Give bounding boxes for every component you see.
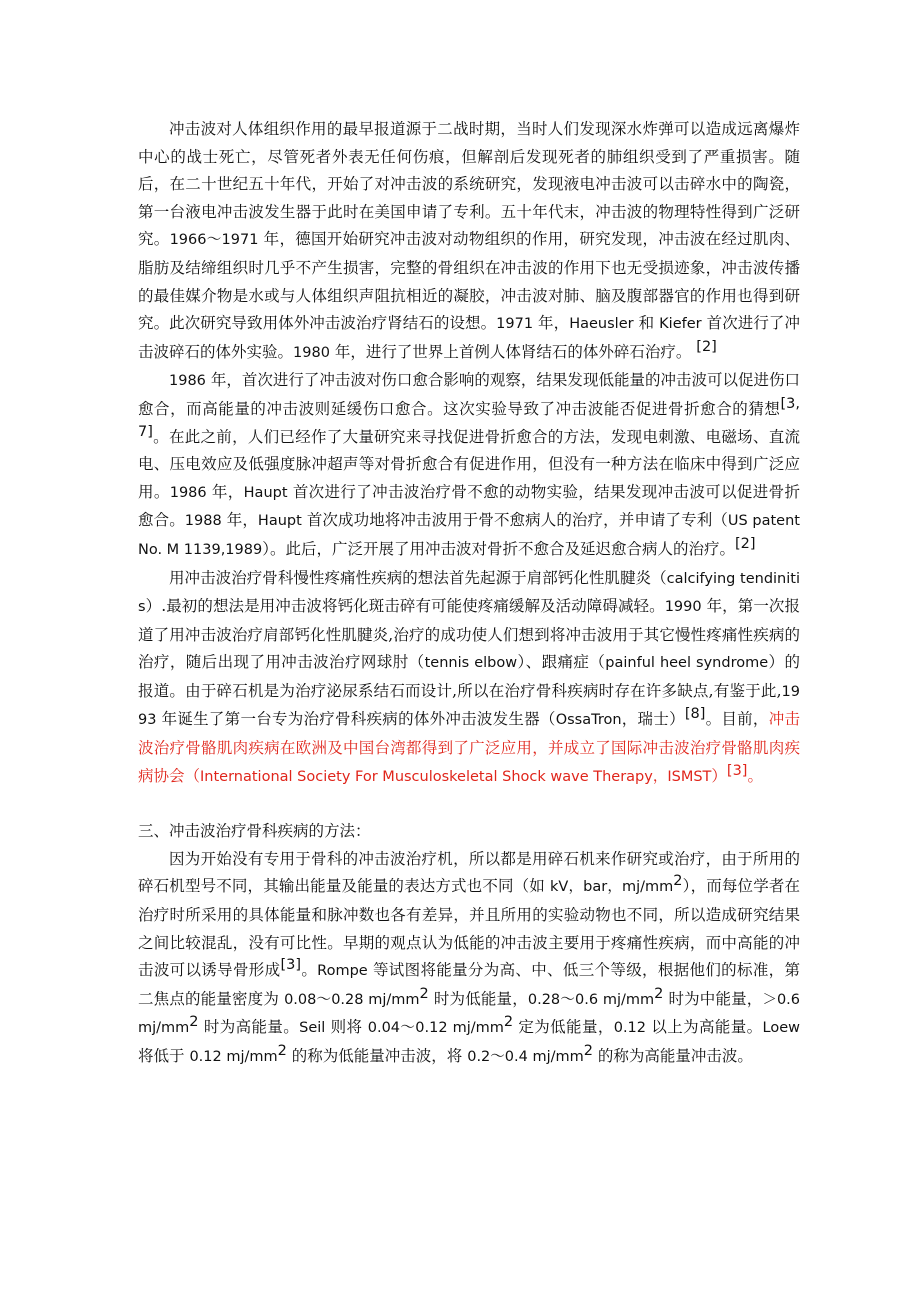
- citation-ref: [3]: [726, 762, 748, 779]
- text-run: ）。此后，广泛开展了用冲击波对骨折不愈合及延迟愈合病人的治疗。: [262, 539, 735, 558]
- text-run: 时为低能量，: [428, 989, 528, 1008]
- text-run: ）.最初的想法是用冲击波将钙化斑击碎有可能使疼痛缓解及活动障碍减轻。: [145, 597, 665, 616]
- citation-ref: [8]: [684, 706, 706, 723]
- superscript: 2: [503, 1014, 514, 1031]
- text-run: Rompe: [317, 963, 368, 980]
- text-run: 年诞生了第一台专为治疗骨科疾病的体外冲击波发生器（: [156, 710, 556, 729]
- text-run: calcifying tendinitis: [138, 570, 800, 616]
- text-run: Loew: [762, 1020, 800, 1037]
- text-run: 冲击波对人体组织作用的最早报道源于二战时期，当时人们发现深水炸弹可以造成远离爆炸中心的战士死亡，尽管死者外表无任何伤痕，但解剖后发现死者的肺组织受到了严重损害。随后，在二十世纪五十年代，开始了对冲击波的系统研究，发现液电冲击波可以击碎水中的陶瓷，第一台液电冲击波发生器于此时在美国申请了专利。五十年代末，冲击波的物理特性得到广泛研究。: [138, 120, 800, 249]
- text-run: ，瑞士）: [621, 710, 685, 729]
- superscript: 2: [583, 1042, 593, 1059]
- text-run: Seil: [299, 1020, 326, 1037]
- text-run: 1990: [664, 599, 702, 616]
- text-run: 0.12 mj/mm: [189, 1049, 278, 1065]
- highlighted-text: 冲击波治疗骨骼肌肉疾病在欧洲及中国台湾都得到了广泛应用，并成立了国际冲击波治疗骨骼肌肉疾病协会（: [138, 710, 800, 785]
- text-run: kV，bar，mj/mm: [550, 879, 674, 896]
- text-run: 0.04～0.12 mj/mm: [367, 1020, 504, 1037]
- text-run: 时为中能量，: [663, 989, 763, 1008]
- text-run: 首次进行了冲击波治疗骨不愈的动物实验，结果发现冲击波可以促进骨折愈合。: [138, 482, 800, 530]
- text-run: painful heel syndrome: [605, 655, 769, 672]
- text-run: ＞0.6 mj/mm: [138, 991, 801, 1037]
- highlighted-text: International Society For Musculoskeletal Shock wave Therapy，ISMST: [200, 768, 712, 785]
- text-run: 和: [633, 314, 660, 333]
- text-run: 年，: [221, 511, 258, 530]
- text-run: 以上为高能量。: [646, 1018, 763, 1037]
- text-run: 年，首次进行了冲击波对伤口愈合影响的观察，结果发现低能量的冲击波可以促进伤口愈合，而高能量的冲击波则延缓伤口愈合。这次实验导致了冲击波能否促进骨折愈合的猜想: [138, 371, 800, 418]
- paragraph-spacer: [138, 791, 800, 818]
- text-run: 将低于: [138, 1047, 190, 1065]
- text-run: 。在此之前，人们已经作了大量研究来寻找促进骨折愈合的方法，发现电刺激、电磁场、直流电、压电效应及低强度脉冲超声等对骨折愈合有促进作用，但没有一种方法在临床中得到广泛应用。: [138, 427, 800, 501]
- citation-ref: [3,7]: [138, 395, 800, 440]
- text-run: ）、跟痛症（: [517, 653, 606, 672]
- text-run: 的称为低能量冲击波，将: [286, 1047, 468, 1065]
- superscript: 2: [189, 1014, 199, 1031]
- text-run: 0.12: [613, 1020, 647, 1037]
- text-run: ）的报道。由于碎石机是为治疗泌尿系结石而设计,所以在治疗骨科疾病时存在许多缺点,有鉴于此,: [138, 653, 800, 700]
- text-run: Haeusler: [569, 316, 634, 333]
- text-run: 时为高能量。: [198, 1018, 300, 1037]
- paragraph-chronic-pain: [138, 565, 800, 792]
- citation-ref: [2]: [734, 535, 756, 552]
- citation-ref: [3]: [280, 957, 301, 974]
- text-run: OssaTron: [555, 712, 622, 729]
- highlighted-text: ）: [711, 766, 727, 785]
- text-run: 1988: [184, 513, 222, 530]
- superscript: 2: [277, 1042, 287, 1059]
- citation-ref: [2]: [696, 338, 717, 355]
- text-run: 0.08～0.28 mj/mm: [284, 991, 420, 1008]
- text-run: Haupt: [243, 484, 288, 501]
- text-run: Kiefer: [659, 316, 702, 333]
- text-run: 首次进行了冲击波碎石的体外实验。: [138, 314, 800, 361]
- text-run: 1993: [138, 683, 800, 729]
- text-run: 年，第一次报道了用冲击波治疗肩部钙化性肌腱炎,治疗的成功使人们想到将冲击波用于其它慢性疼痛性疾病的治疗，随后出现了用冲击波治疗网球肘（: [138, 597, 800, 672]
- text-run: 1966～1971: [169, 232, 259, 249]
- text-run: 因为开始没有专用于骨科的冲击波治疗机，所以都是用碎石机来作研究或治疗，由于所用的碎石机型号不同，其输出能量及能量的表达方式也不同（如: [138, 849, 800, 896]
- text-run: 1986: [169, 373, 206, 390]
- superscript: 2: [654, 985, 664, 1002]
- text-run: 年，德国开始研究冲击波对动物组织的作用，研究发现，冲击波在经过肌肉、脂肪及结缔组织时几乎不产生损害，完整的骨组织在冲击波的作用下也无受损迹象，冲击波传播的最佳媒介物是水或与人体组织声阻抗相近的凝胶，冲击波对肺、脑及腹部器官的作用也得到研究。此次研究导致用体外冲击波治疗肾结石的设想。: [138, 230, 800, 333]
- paragraph-energy-levels: [138, 846, 800, 1072]
- text-run: 年，: [206, 482, 244, 501]
- text-run: 。: [301, 961, 318, 980]
- superscript: 2: [419, 985, 429, 1002]
- text-run: 1986: [169, 484, 207, 501]
- text-run: 用冲击波治疗骨科慢性疼痛性疾病的想法首先起源于肩部钙化性肌腱炎（: [169, 568, 667, 587]
- text-run: 首次成功地将冲击波用于骨不愈病人的治疗，并申请了专利（: [301, 511, 728, 530]
- paragraph-fracture-healing: [138, 367, 800, 564]
- paragraph-history-shockwave: [138, 116, 800, 367]
- text-run: 0.2～0.4 mj/mm: [467, 1049, 584, 1065]
- text-run: 等试图将能量分为高、中、低三个等级，根据他们的标准，第二焦点的能量密度为: [138, 961, 800, 1008]
- text-run: 1971: [496, 316, 534, 333]
- text-run: Haupt: [257, 513, 302, 530]
- text-run: 0.28～0.6 mj/mm: [527, 991, 655, 1008]
- text-run: US patent No. M 1139,1989: [138, 513, 800, 558]
- highlighted-text: 。: [747, 766, 763, 785]
- superscript: 2: [673, 873, 683, 890]
- text-run: tennis elbow: [424, 655, 518, 672]
- text-run: 的称为高能量冲击波。: [592, 1047, 753, 1065]
- text-run: 1980: [293, 344, 330, 361]
- text-run: 。目前，: [705, 710, 769, 729]
- text-run: 年，进行了世界上首例人体肾结石的体外碎石治疗。: [329, 342, 697, 361]
- text-run: 年，: [533, 314, 570, 333]
- section-heading: 三、冲击波治疗骨科疾病的方法：: [138, 822, 371, 841]
- text-run: ），而每位学者在治疗时所采用的具体能量和脉冲数也各有差异，并且所用的实验动物也不同，所以造成研究结果之间比较混乱，没有可比性。早期的观点认为低能的冲击波主要用于疼痛性疾病，而中高能的冲击波可以诱导骨形成: [138, 877, 800, 980]
- text-run: 则将: [325, 1018, 368, 1037]
- text-run: 定为低能量，: [513, 1018, 614, 1037]
